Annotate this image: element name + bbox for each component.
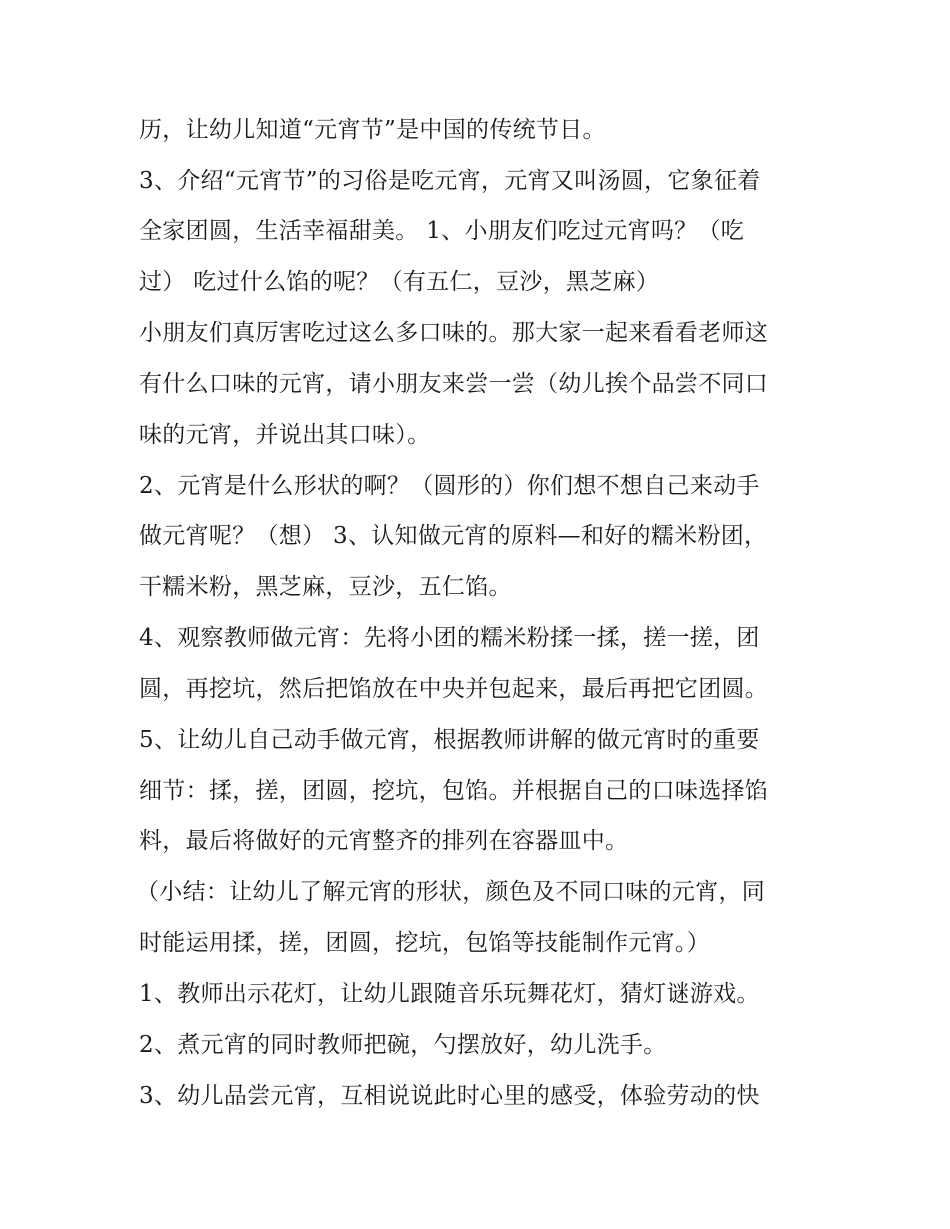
text-line: 味的元宵，并说出其口味）。 bbox=[139, 422, 431, 448]
text-line: 2、元宵是什么形状的啊？（圆形的）你们想不想自己来动手 bbox=[139, 473, 760, 499]
text-line: 1、教师出示花灯，让幼儿跟随音乐玩舞花灯，猜灯谜游戏。 bbox=[139, 981, 760, 1007]
text-line: 3、介绍“元宵节”的习俗是吃元宵，元宵又叫汤圆，它象征着 bbox=[139, 168, 761, 194]
text-line: （小结：让幼儿了解元宵的形状，颜色及不同口味的元宵，同 bbox=[136, 879, 766, 905]
text-line: 细节：揉，搓，团圆，挖坑，包馅。并根据自己的口味选择馅 bbox=[139, 778, 769, 804]
text-line: 2、煮元宵的同时教师把碗，勺摆放好，幼儿洗手。 bbox=[139, 1032, 667, 1058]
text-line: 过） 吃过什么馅的呢？（有五仁，豆沙，黑芝麻） bbox=[139, 269, 660, 295]
text-line: 时能运用揉，搓，团圆，挖坑，包馅等技能制作元宵。） bbox=[139, 930, 710, 956]
text-line: 4、观察教师做元宵：先将小团的糯米粉揉一揉，搓一搓，团 bbox=[139, 625, 760, 651]
text-line: 料，最后将做好的元宵整齐的排列在容器皿中。 bbox=[139, 828, 629, 854]
text-line: 全家团圆，生活幸福甜美。 1、小朋友们吃过元宵吗？（吃 bbox=[139, 218, 745, 244]
text-line: 做元宵呢？（想） 3、认知做元宵的原料—和好的糯米粉团， bbox=[139, 523, 768, 549]
text-line: 干糯米粉，黑芝麻，豆沙，五仁馅。 bbox=[139, 574, 512, 600]
text-line: 小朋友们真厉害吃过这么多口味的。那大家一起来看看老师这 bbox=[139, 320, 769, 346]
text-line: 历，让幼儿知道“元宵节”是中国的传统节日。 bbox=[139, 117, 606, 143]
text-line: 3、幼儿品尝元宵，互相说说此时心里的感受，体验劳动的快 bbox=[139, 1083, 760, 1109]
text-line: 圆，再挖坑，然后把馅放在中央并包起来，最后再把它团圆。 bbox=[139, 676, 769, 702]
text-line: 有什么口味的元宵，请小朋友来尝一尝（幼儿挨个品尝不同口 bbox=[139, 371, 769, 397]
text-line: 5、让幼儿自己动手做元宵，根据教师讲解的做元宵时的重要 bbox=[139, 727, 760, 753]
